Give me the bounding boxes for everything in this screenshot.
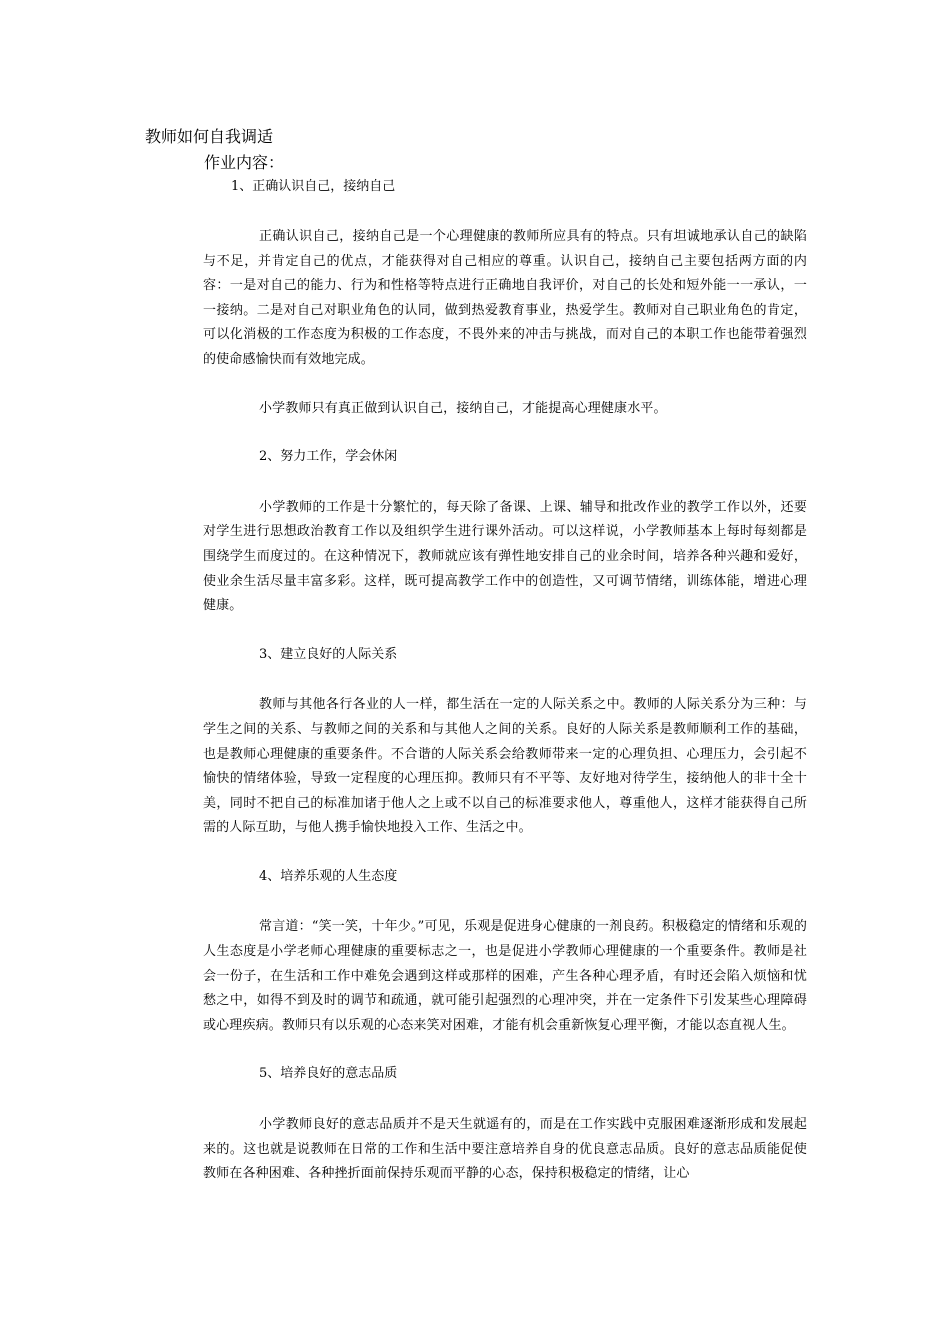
homework-label: 作业内容： [204, 153, 285, 172]
section-1-paragraph-2: 小学教师只有真正做到认识自己，接纳自己，才能提高心理健康水平。 [259, 400, 667, 416]
section-3-paragraph-1: 教师与其他各行各业的人一样，都生活在一定的人际关系之中。教师的人际关系分为三种：与学生之间的关系、与教师之间的关系和与其他人之间的关系。良好的人际关系是教师顺利工作的基础，也是教师心理健康的重要条件。不合谐的人际关系会给教师带来一定的心理负担、心理压力，会引起不愉快的情绪体验，导致一定程度的心理压抑。教师只有不平等、友好地对待学生，接纳他人的非十全十美，同时不把自己的标准加诸于他人之上或不以自己的标准要求他人，尊重他人，这样才能获得自己所需的人际互助，与他人携手愉快地投入工作、生活之中。 [203, 697, 807, 836]
document-title: 教师如何自我调适 [145, 127, 274, 146]
section-heading-2: 2、努力工作，学会休闲 [259, 449, 398, 465]
section-4-paragraph-1: 常言道：“笑一笑，十年少。”可见，乐观是促进身心健康的一剂良药。积极稳定的情绪和乐观的人生态度是小学老师心理健康的重要标志之一，也是促进小学教师心理健康的一个重要条件。教师是社会一份子，在生活和工作中难免会遇到这样或那样的困难，产生各种心理矛盾，有时还会陷入烦恼和忧愁之中，如得不到及时的调节和疏通，就可能引起强烈的心理冲突，并在一定条件下引发某些心理障碍或心理疾病。教师只有以乐观的心态来笑对困难，才能有机会重新恢复心理平衡，才能以态直视人生。 [203, 919, 807, 1033]
section-heading-5: 5、培养良好的意志品质 [259, 1066, 398, 1082]
section-heading-3: 3、建立良好的人际关系 [259, 646, 398, 662]
section-heading-1: 1、正确认识自己，接纳自己 [231, 179, 396, 194]
section-1-paragraph-1: 正确认识自己，接纳自己是一个心理健康的教师所应具有的特点。只有坦诚地承认自己的缺陷与不足，并肯定自己的优点，才能获得对自己相应的尊重。认识自己，接纳自己主要包括两方面的内容：一是对自己的能力、行为和性格等特点进行正确地自我评价，对自己的长处和短外能一一承认，一一接纳。二是对自己对职业角色的认同，做到热爱教育事业，热爱学生。教师对自己职业角色的肯定，可以化消极的工作态度为积极的工作态度，不畏外来的冲击与挑战，而对自己的本职工作也能带着强烈的使命感愉快而有效地完成。 [203, 229, 807, 367]
section-2-paragraph-1: 小学教师的工作是十分繁忙的，每天除了备课、上课、辅导和批改作业的教学工作以外，还要对学生进行思想政治教育工作以及组织学生进行课外活动。可以这样说，小学教师基本上每时每刻都是围绕学生而度过的。在这种情况下，教师就应该有弹性地安排自己的业余时间，培养各种兴趣和爱好，使业余生活尽量丰富多彩。这样，既可提高教学工作中的创造性，又可调节情绪，训练体能，增进心理健康。 [203, 499, 807, 614]
section-heading-4: 4、培养乐观的人生态度 [259, 868, 398, 884]
document-body [203, 225, 807, 1187]
section-5-paragraph-1: 小学教师良好的意志品质并不是天生就遥有的，而是在工作实践中克服困难逐渐形成和发展起来的。这也就是说教师在日常的工作和生活中要注意培养自身的优良意志品质。良好的意志品质能促使教师在各种困难、各种挫折面前保持乐观而平静的心态，保持积极稳定的情绪，让心 [203, 1117, 807, 1182]
